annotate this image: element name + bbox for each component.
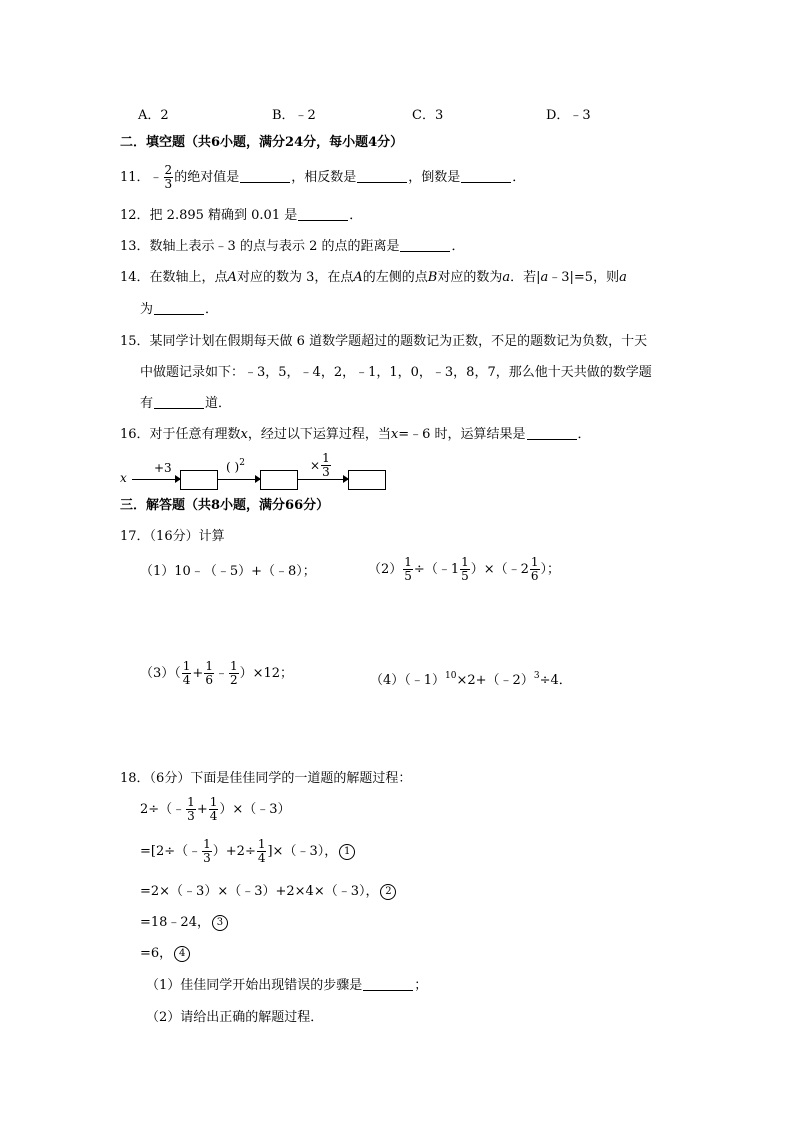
answer-blank[interactable] xyxy=(298,208,348,221)
flow-box-3 xyxy=(348,470,386,490)
arrow-icon xyxy=(218,479,260,480)
question-11: 11．﹣ $\frac{2}{3}$ 的绝对值是 ，相反数是 ，倒数是 ． xyxy=(120,163,526,191)
q17-part3: （3）（ $\frac{1}{4}$ + $\frac{1}{6}$ ﹣ $\frac{1}{2}$ ）×12； xyxy=(140,659,294,687)
question-15-line2: 中做题记录如下：﹣3，5，﹣4，2，﹣1，1，0，﹣3，8，7，那么他十天共做的数学题 xyxy=(140,365,652,380)
answer-blank[interactable] xyxy=(461,170,511,183)
arrow-icon xyxy=(298,479,348,480)
q18-step1: =[2÷（﹣ $\frac{1}{3}$ ）+2÷ $\frac{1}{4}$ ]×（﹣3）， 1 xyxy=(140,838,355,866)
circled-number-2: 2 xyxy=(380,884,396,900)
flow-op-square: ( )$^2$ xyxy=(226,458,245,474)
flow-box-1 xyxy=(180,470,218,490)
q18-sub1: （1）佳佳同学开始出现错误的步骤是 ； xyxy=(146,978,428,993)
section3-title: 三．解答题（共8小题，满分66分） xyxy=(120,498,330,513)
q17-part4: （4）（﹣1）$^{10}$×2+（﹣2）$^3$÷4． xyxy=(370,671,572,688)
question-12: 12．把 2.895 精确到 0.01 是 ． xyxy=(120,208,363,223)
choice-b: B．﹣2 xyxy=(272,108,316,123)
q17-part2: （2） $\frac{1}{5}$ ÷（﹣1 $\frac{1}{5}$ ）×（﹣2 $\frac{1}{6}$ ）； xyxy=(368,555,561,583)
question-18-title: 18．（6分）下面是佳佳同学的一道题的解题过程： xyxy=(120,771,412,786)
question-16: 16．对于任意有理数x，经过以下运算过程，当x=﹣6 时，运算结果是 ． xyxy=(120,427,591,442)
q11-number: 11．﹣ xyxy=(120,170,163,185)
question-17-title: 17．（16分）计算 xyxy=(120,529,225,544)
flow-box-2 xyxy=(260,470,298,490)
answer-blank[interactable] xyxy=(154,396,204,409)
circled-number-1: 1 xyxy=(339,844,355,860)
question-14: 14．在数轴上，点A对应的数为 3，在点A的左侧的点B对应的数为a．若|a﹣3|=5，则a xyxy=(120,270,627,285)
answer-blank[interactable] xyxy=(240,170,290,183)
answer-blank[interactable] xyxy=(154,302,204,315)
question-13: 13．数轴上表示﹣3 的点与表示 2 的点的距离是 ． xyxy=(120,239,465,254)
q18-sub2: （2）请给出正确的解题过程． xyxy=(146,1010,324,1025)
q18-step3: =18﹣24， 3 xyxy=(140,914,228,932)
flow-op-times-third: × $\frac{1}{3}$ xyxy=(310,451,330,479)
q18-step4: =6， 4 xyxy=(140,945,190,963)
q18-step2: =2×（﹣3）×（﹣3）+2×4×（﹣3）， 2 xyxy=(140,883,396,901)
answer-blank[interactable] xyxy=(400,239,450,252)
flow-input-x: x xyxy=(120,471,127,485)
circled-number-4: 4 xyxy=(174,946,190,962)
q18-expression: 2÷（﹣ $\frac{1}{3}$ + $\frac{1}{4}$ ）×（﹣3） xyxy=(140,795,291,823)
question-15-line3: 有 道． xyxy=(140,396,232,411)
circled-number-3: 3 xyxy=(212,915,228,931)
q17-part1: （1）10﹣（﹣5）+（﹣8）； xyxy=(140,564,316,579)
answer-blank[interactable] xyxy=(363,978,413,991)
fraction: $\frac{2}{3}$ xyxy=(164,163,173,191)
flow-op-plus3: +3 xyxy=(154,461,172,475)
operation-flow-diagram xyxy=(120,451,410,494)
choice-d: D．﹣3 xyxy=(546,108,591,123)
question-15-line1: 15．某同学计划在假期每天做 6 道数学题超过的题数记为正数，不足的题数记为负数，十天 xyxy=(120,334,648,349)
choice-a: A．2 xyxy=(138,108,169,123)
section2-title: 二．填空题（共6小题，满分24分，每小题4分） xyxy=(120,135,404,150)
answer-blank[interactable] xyxy=(527,427,577,440)
question-14-line2: 为 ． xyxy=(140,302,219,317)
arrow-icon xyxy=(132,479,180,480)
answer-blank[interactable] xyxy=(357,170,407,183)
choice-c: C．3 xyxy=(412,108,444,123)
